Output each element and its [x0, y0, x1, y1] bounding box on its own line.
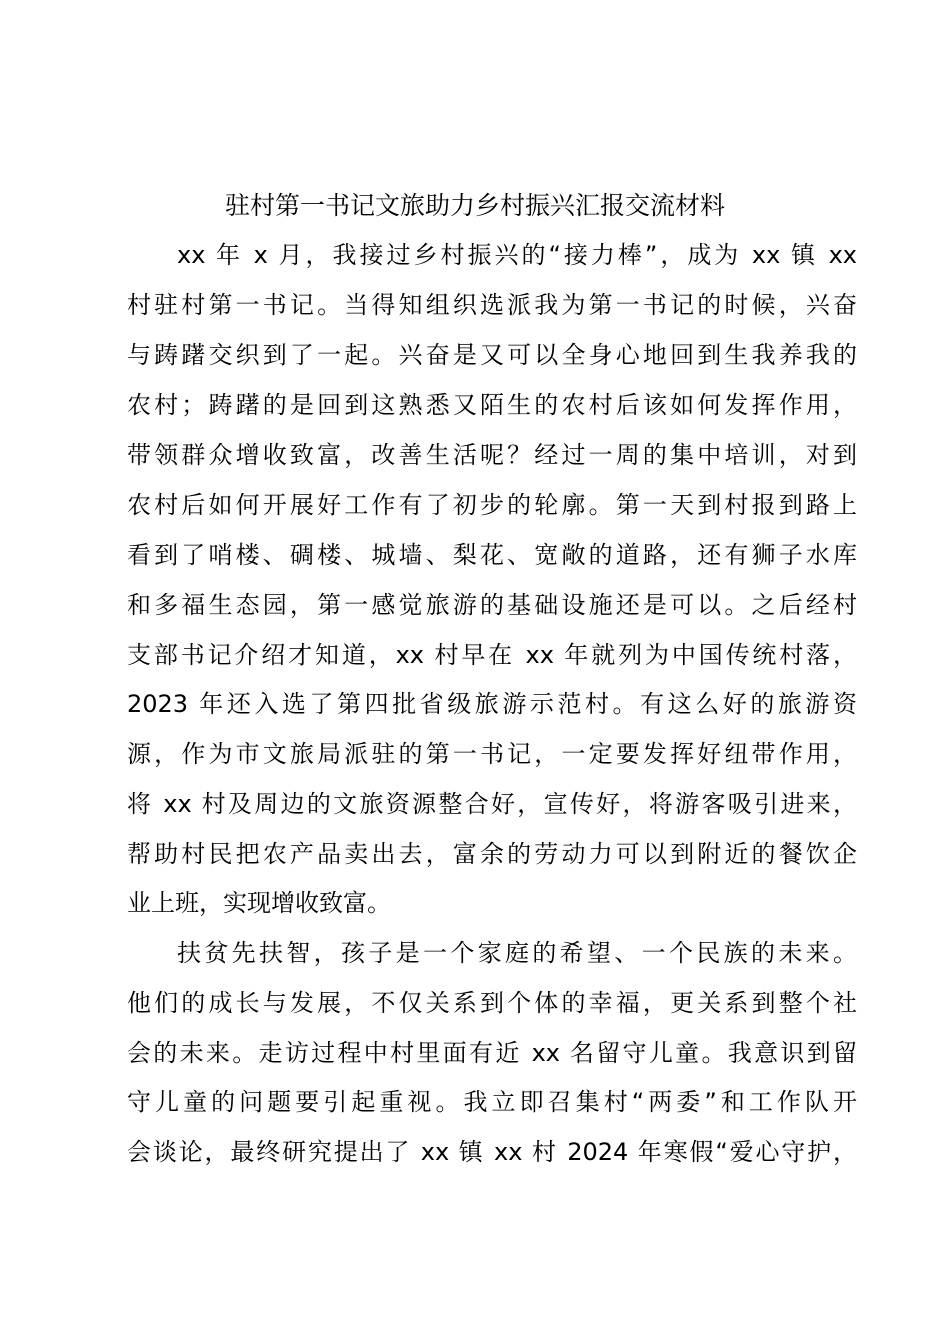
paragraph-1-line-13: 帮助村民把农产品卖出去，富余的劳动力可以到附近的餐饮企: [127, 840, 857, 868]
paragraph-1-line-2: 村驻村第一书记。当得知组织选派我为第一书记的时候，兴奋: [127, 291, 857, 319]
paragraph-2-line-1: 扶贫先扶智，孩子是一个家庭的希望、一个民族的未来。: [177, 939, 857, 967]
paragraph-1-line-8: 和多福生态园，第一感觉旅游的基础设施还是可以。之后经村: [127, 591, 857, 619]
paragraph-1-line-11: 源，作为市文旅局派驻的第一书记，一定要发挥好纽带作用，: [127, 740, 857, 768]
paragraph-1-line-4: 农村；踌躇的是回到这熟悉又陌生的农村后该如何发挥作用，: [127, 391, 857, 419]
paragraph-1-line-6: 农村后如何开展好工作有了初步的轮廓。第一天到村报到路上: [127, 491, 857, 519]
paragraph-2-line-5: 会谈论，最终研究提出了 xx 镇 xx 村 2024 年寒假“爱心守护，: [127, 1138, 857, 1166]
paragraph-1-line-12: 将 xx 村及周边的文旅资源整合好，宣传好，将游客吸引进来，: [127, 790, 857, 818]
paragraph-1-line-5: 带领群众增收致富，改善生活呢？经过一周的集中培训，对到: [127, 441, 857, 469]
paragraph-1-line-1: xx 年 x 月，我接过乡村振兴的“接力棒”，成为 xx 镇 xx: [177, 241, 857, 269]
paragraph-1-line-7: 看到了哨楼、碉楼、城墙、梨花、宽敞的道路，还有狮子水库: [127, 541, 857, 569]
paragraph-1-line-3: 与踌躇交织到了一起。兴奋是又可以全身心地回到生我养我的: [127, 341, 857, 369]
paragraph-1-line-9: 支部书记介绍才知道，xx 村早在 xx 年就列为中国传统村落，: [127, 641, 857, 669]
paragraph-1-line-10: 2023 年还入选了第四批省级旅游示范村。有这么好的旅游资: [127, 690, 857, 718]
paragraph-1-line-14: 业上班，实现增收致富。: [127, 889, 391, 917]
document-title: 驻村第一书记文旅助力乡村振兴汇报交流材料: [224, 191, 725, 220]
paragraph-2-line-3: 会的未来。走访过程中村里面有近 xx 名留守儿童。我意识到留: [127, 1039, 857, 1067]
paragraph-2-line-2: 他们的成长与发展，不仅关系到个体的幸福，更关系到整个社: [127, 989, 857, 1017]
paragraph-2-line-4: 守儿童的问题要引起重视。我立即召集村“两委”和工作队开: [127, 1088, 857, 1116]
